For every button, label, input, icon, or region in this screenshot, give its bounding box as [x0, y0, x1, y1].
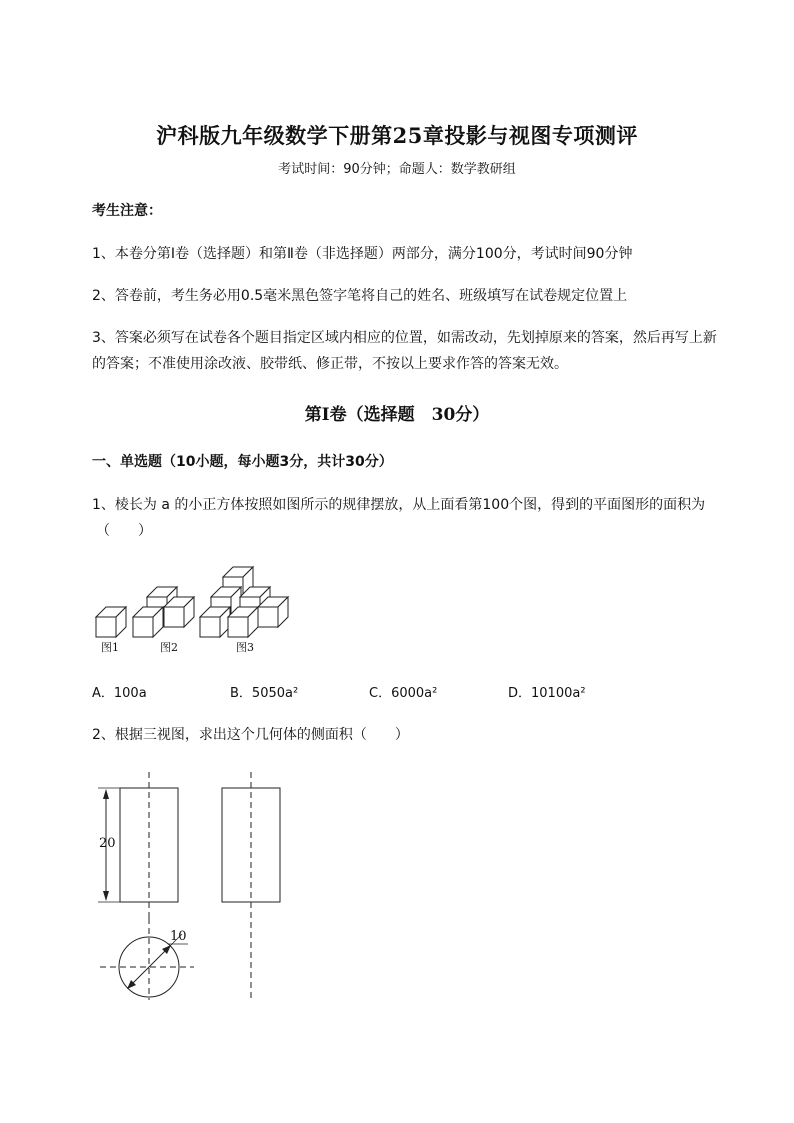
fig2-label: 图2: [160, 641, 178, 654]
fig1-label: 图1: [101, 641, 119, 654]
three-view-figure: [90, 768, 305, 1003]
diameter-dimension-label: 10: [170, 929, 187, 944]
section-title: 第I卷（选择题 30分）: [304, 405, 490, 425]
notice-heading: 考生注意：: [92, 203, 162, 219]
part-title: 一、单选题（10小题，每小题3分，共计30分）: [92, 454, 393, 470]
notice-item-3-line-1: 3、答案必须写在试卷各个题目指定区域内相应的位置，如需改动，先划掉原来的答案，然后再写上新: [92, 330, 717, 346]
cube-pattern-figure: [90, 562, 300, 657]
notice-item-2: 2、答卷前，考生务必用0.5毫米黑色签字笔将自己的姓名、班级填写在试卷规定位置上: [92, 288, 628, 304]
height-dimension-label: 20: [99, 836, 116, 851]
q2-stem: 2、根据三视图，求出这个几何体的侧面积（ ）: [92, 727, 409, 743]
q1-stem-line-2: （ ）: [96, 523, 152, 539]
fig2-cube: [133, 607, 163, 637]
q1-option-a: A．100a: [92, 686, 147, 701]
page-title: 沪科版九年级数学下册第25章投影与视图专项测评: [156, 123, 638, 148]
fig3-cube: [200, 607, 230, 637]
fig1-cube: [96, 607, 126, 637]
fig3-label: 图3: [236, 641, 254, 654]
notice-item-3-line-2: 的答案；不准使用涂改液、胶带纸、修正带，不按以上要求作答的答案无效。: [92, 356, 568, 372]
exam-info: 考试时间：90分钟；命题人：数学教研组: [278, 162, 516, 177]
q1-option-d: D．10100a²: [508, 686, 586, 701]
q1-option-b: B．5050a²: [230, 686, 299, 701]
notice-item-1: 1、本卷分第I卷（选择题）和第Ⅱ卷（非选择题）两部分，满分100分，考试时间90分钟: [92, 246, 633, 262]
q1-stem-line-1: 1、棱长为 a 的小正方体按照如图所示的规律摆放，从上面看第100个图，得到的平面图形的面积为: [92, 497, 706, 513]
q1-option-c: C．6000a²: [369, 686, 438, 701]
